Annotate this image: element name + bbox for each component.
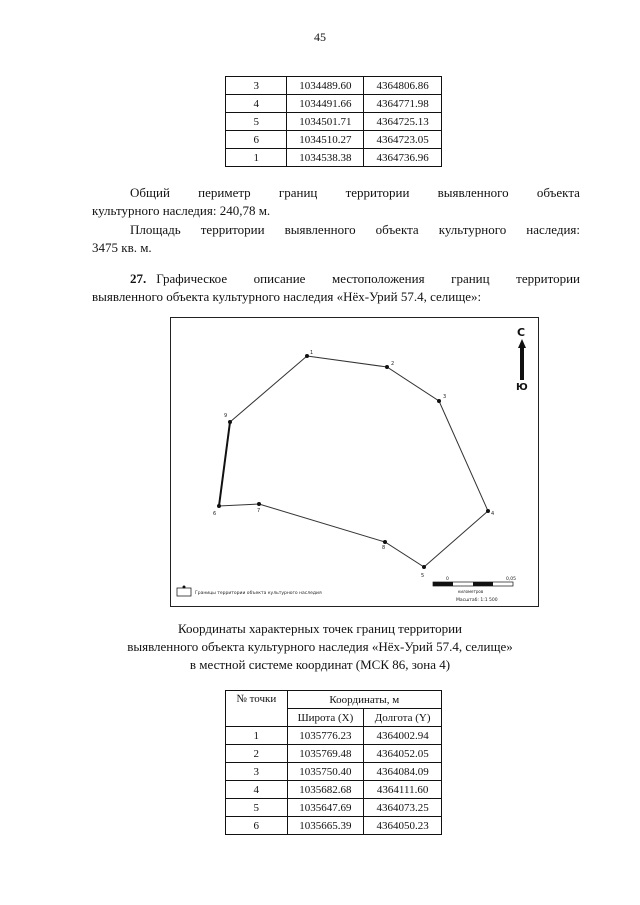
table-row	[226, 149, 442, 167]
scale-end: 0,05	[506, 577, 517, 582]
vertex-9	[228, 420, 232, 424]
page-number: 45	[314, 30, 326, 44]
table-row	[226, 817, 442, 835]
vertex-label: 3	[443, 394, 447, 400]
table-row	[226, 781, 442, 799]
latitude-cell: 1035665.39	[287, 817, 364, 835]
longitude-cell: 4364806.86	[364, 77, 442, 95]
table-header-row	[226, 691, 442, 709]
section-heading	[92, 270, 580, 306]
latitude-cell: 1034501.71	[287, 113, 364, 131]
vertex-label: 2	[391, 361, 395, 367]
longitude-cell: 4364723.05	[364, 131, 442, 149]
vertex-label: 7	[257, 508, 261, 514]
vertex-7	[257, 502, 261, 506]
scale-unit: километров	[458, 589, 484, 594]
boundary-map-drawing	[171, 318, 538, 606]
section-number: 27.	[130, 271, 147, 286]
header-latitude: Широта (X)	[287, 709, 364, 727]
vertex-label: 9	[224, 413, 228, 419]
longitude-cell: 4364002.94	[364, 727, 442, 745]
latitude-cell: 1034538.38	[287, 149, 364, 167]
area-line-1: Площадь территории выявленного объекта культурного наследия:	[130, 222, 580, 237]
vertex-8	[383, 540, 387, 544]
longitude-cell: 4364736.96	[364, 149, 442, 167]
header-longitude: Долгота (Y)	[364, 709, 442, 727]
area-line-2: 3475 кв. м.	[92, 240, 152, 255]
perimeter-word: территории	[345, 185, 410, 200]
boundary-map	[170, 317, 539, 607]
section-line-2: выявленного объекта культурного наследия «Нёх-Урий 57.4, селище»:	[92, 289, 482, 304]
latitude-cell: 1035776.23	[287, 727, 364, 745]
table-row	[226, 113, 442, 131]
vertex-label: 8	[382, 545, 386, 551]
table-row	[226, 745, 442, 763]
header-coordinates: Координаты, м	[287, 691, 441, 709]
point-number-cell: 4	[226, 95, 287, 113]
latitude-cell: 1034491.66	[287, 95, 364, 113]
vertex-label: 4	[491, 511, 495, 517]
longitude-cell: 4364725.13	[364, 113, 442, 131]
boundary-segment-bold	[219, 422, 230, 506]
table-row	[226, 95, 442, 113]
table-row	[226, 131, 442, 149]
perimeter-line-2: культурного наследия: 240,78 м.	[92, 203, 271, 218]
perimeter-word: выявленного	[437, 185, 509, 200]
bottom-coordinates-table	[225, 690, 442, 835]
point-number-cell: 2	[226, 745, 288, 763]
south-label: Ю	[516, 382, 528, 393]
latitude-cell: 1035682.68	[287, 781, 364, 799]
point-number-cell: 3	[226, 763, 288, 781]
point-number-cell: 4	[226, 781, 288, 799]
longitude-cell: 4364073.25	[364, 799, 442, 817]
table-row	[226, 763, 442, 781]
section-title-part: Графическое описание местоположения границ территории	[156, 271, 580, 286]
point-number-cell: 1	[226, 727, 288, 745]
legend-label: Границы территории объекта культурного наследия	[195, 591, 322, 596]
section-line-1	[92, 270, 580, 288]
area-paragraph	[92, 221, 580, 257]
perimeter-word: объекта	[536, 185, 580, 200]
vertex-1	[305, 354, 309, 358]
top-coordinates-table	[225, 76, 442, 167]
map-legend	[177, 586, 322, 597]
scale-bar	[433, 576, 516, 603]
point-number-cell: 5	[226, 113, 287, 131]
vertex-5	[422, 565, 426, 569]
latitude-cell: 1034510.27	[287, 131, 364, 149]
vertex-4	[486, 509, 490, 513]
point-number-cell: 5	[226, 799, 288, 817]
longitude-cell: 4364084.09	[364, 763, 442, 781]
table-row	[226, 799, 442, 817]
longitude-cell: 4364771.98	[364, 95, 442, 113]
north-arrow-icon	[516, 326, 528, 393]
vertex-6	[217, 504, 221, 508]
perimeter-word: Общий	[130, 185, 170, 200]
north-label: С	[517, 326, 526, 339]
coordinates-caption-line-3: в местной системе координат (МСК 86, зона 4)	[189, 657, 451, 672]
latitude-cell: 1034489.60	[287, 77, 364, 95]
point-number-cell: 3	[226, 77, 287, 95]
coordinates-caption-line-2: выявленного объекта культурного наследия «Нёх-Урий 57.4, селище»	[127, 639, 513, 654]
header-point-number: № точки	[226, 691, 288, 727]
vertex-label: 6	[213, 511, 217, 517]
point-number-cell: 6	[226, 131, 287, 149]
vertex-label: 1	[310, 350, 314, 356]
longitude-cell: 4364052.05	[364, 745, 442, 763]
perimeter-word: границ	[278, 185, 318, 200]
longitude-cell: 4364050.23	[364, 817, 442, 835]
vertex-label: 5	[421, 573, 425, 579]
latitude-cell: 1035769.48	[287, 745, 364, 763]
point-number-cell: 6	[226, 817, 288, 835]
latitude-cell: 1035750.40	[287, 763, 364, 781]
table-row	[226, 77, 442, 95]
perimeter-word: периметр	[198, 185, 251, 200]
scale-start: 0	[446, 577, 449, 582]
table-row	[226, 727, 442, 745]
longitude-cell: 4364111.60	[364, 781, 442, 799]
vertex-markers	[217, 354, 490, 569]
coordinates-caption-line-1: Координаты характерных точек границ территории	[178, 621, 462, 636]
boundary-line	[219, 356, 488, 567]
vertex-2	[385, 365, 389, 369]
point-number-cell: 1	[226, 149, 287, 167]
vertex-3	[437, 399, 441, 403]
perimeter-line-1	[92, 184, 580, 202]
latitude-cell: 1035647.69	[287, 799, 364, 817]
scale-ratio: Масштаб: 1:1 500	[456, 598, 498, 603]
perimeter-paragraph	[92, 184, 580, 220]
